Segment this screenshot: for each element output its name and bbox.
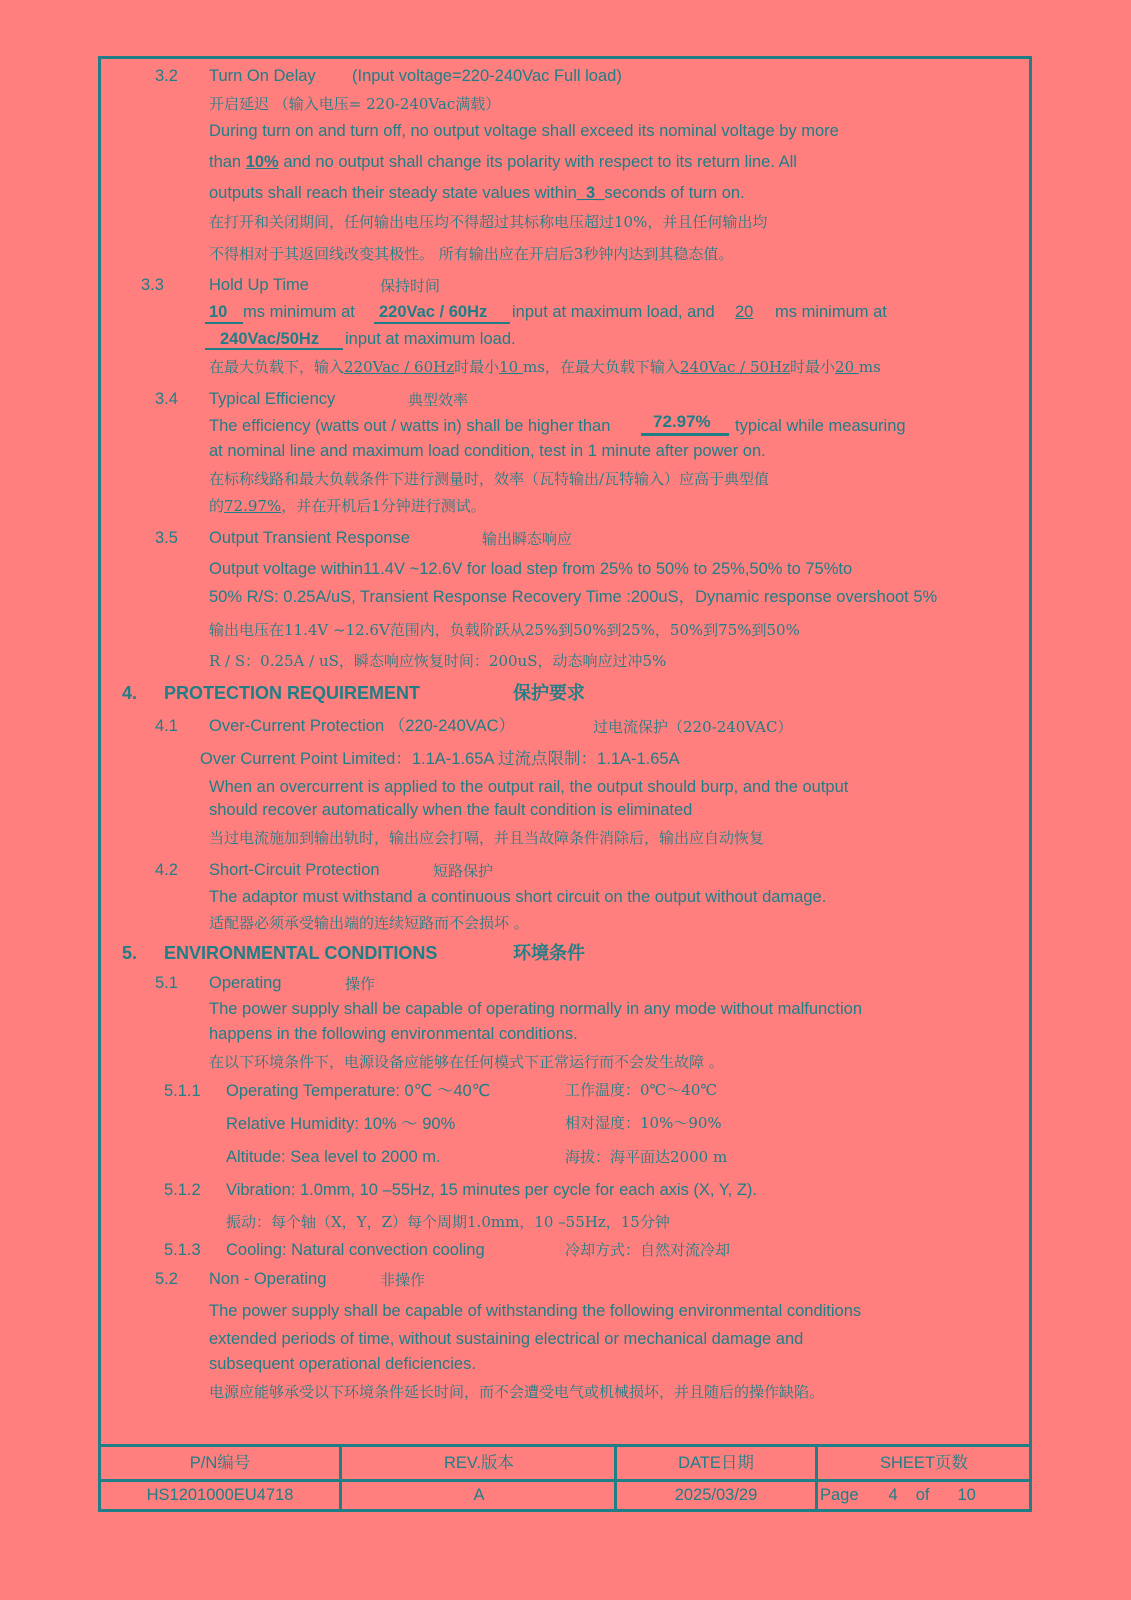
section-title-cn: 开启延迟 （输入电压= 220-240Vac满载） [209, 95, 501, 113]
section-number: 5.1.1 [164, 1082, 201, 1100]
spec-line: Altitude: Sea level to 2000 m. [226, 1148, 441, 1166]
paragraph-cn: 在标称线路和最大负载条件下进行测量时，效率（瓦特输出/瓦特输入）应高于典型值 [209, 470, 770, 488]
paragraph-line: should recover automatically when the fault condition is eliminated [209, 801, 693, 819]
spec-line-cn: 振动：每个轴（X，Y，Z）每个周期1.0mm，10 –55Hz，15分钟 [226, 1213, 670, 1231]
spec-line: Vibration: 1.0mm, 10 –55Hz, 15 minutes per cycle for each axis (X, Y, Z). [226, 1181, 757, 1199]
sheet-label: SHEET页数 [879, 1454, 968, 1472]
paragraph-line: During turn on and turn off, no output voltage shall exceed its nominal voltage by more [209, 122, 839, 140]
paragraph-cn: 在以下环境条件下，电源设备应能够在任何模式下正常运行而不会发生故障 。 [209, 1053, 724, 1071]
paragraph-text: The efficiency (watts out / watts in) shall be higher than [209, 417, 611, 435]
section-title-cn: 非操作 [380, 1271, 426, 1289]
chapter-title-cn: 保护要求 [513, 683, 585, 704]
value-highlight: 10% [245, 153, 279, 171]
section-title: Operating [209, 974, 282, 992]
spec-line-cn: 工作温度：0℃～40℃ [565, 1081, 718, 1099]
paragraph-text: ms minimum at [775, 303, 887, 321]
paragraph-text: input at maximum load, and [512, 303, 715, 321]
table-divider [815, 1444, 818, 1512]
section-number: 3.2 [155, 67, 178, 85]
paragraph-line: subsequent operational deficiencies. [209, 1355, 476, 1373]
spec-line: Operating Temperature: 0℃ ～40℃ [226, 1082, 491, 1100]
section-condition: (Input voltage=220-240Vac Full load) [352, 67, 622, 85]
section-title: Turn On Delay [209, 67, 316, 85]
spec-line-cn: 相对湿度：10%～90% [565, 1114, 722, 1132]
section-number: 5.1.2 [164, 1181, 201, 1199]
chapter-title: ENVIRONMENTAL CONDITIONS [164, 943, 438, 963]
paragraph-line: The power supply shall be capable of operating normally in any mode without malfunction [209, 1000, 863, 1018]
section-title: Over-Current Protection （220-240VAC） [209, 717, 515, 735]
date-value: 2025/03/29 [674, 1486, 758, 1504]
value-underline [641, 433, 729, 436]
paragraph-cn: 的72.97%，并在开机后1分钟进行测试。 [209, 497, 486, 515]
value-highlight: 240Vac/50Hz [220, 330, 320, 348]
section-title: Short-Circuit Protection [209, 861, 380, 879]
rev-value: A [473, 1486, 485, 1504]
paragraph-line: outputs shall reach their steady state values within_3_seconds of turn on. [209, 184, 745, 202]
spec-line: Relative Humidity: 10% ～ 90% [226, 1115, 456, 1133]
paragraph-cn: 输出电压在11.4V ~12.6V范围内，负载阶跃从25%到50%到25%，50%到75%到50% [209, 621, 800, 639]
section-number: 3.5 [155, 529, 178, 547]
paragraph-line: extended periods of time, without sustaining electrical or mechanical damage and [209, 1330, 804, 1348]
spec-line: Cooling: Natural convection cooling [226, 1241, 485, 1259]
paragraph-cn: R / S：0.25A / uS，瞬态响应恢复时间：200uS，动态响应过冲5% [209, 652, 667, 670]
paragraph-text: ms minimum at [243, 303, 355, 321]
paragraph-line: Over Current Point Limited：1.1A-1.65A 过流点限制：1.1A-1.65A [200, 750, 680, 768]
value-underline [205, 322, 243, 324]
of-word: of [915, 1486, 930, 1504]
value-highlight: 220Vac / 60Hz [379, 303, 488, 321]
page-word: Page [820, 1486, 859, 1504]
section-title-cn: 典型效率 [408, 391, 469, 409]
section-title: Non - Operating [209, 1270, 327, 1288]
paragraph-cn: 不得相对于其返回线改变其极性。 所有输出应在开启后3秒钟内达到其稳态值。 [209, 245, 734, 263]
page-total: 10 [957, 1486, 976, 1504]
value-underline [205, 348, 343, 350]
section-title: Hold Up Time [209, 276, 309, 294]
chapter-title: PROTECTION REQUIREMENT [164, 683, 421, 703]
title-block [98, 1444, 1032, 1512]
paragraph-line: at nominal line and maximum load condition, test in 1 minute after power on. [209, 442, 766, 460]
value-underline [374, 322, 510, 324]
value-highlight: 72.97% [653, 412, 711, 431]
section-title-cn: 输出瞬态响应 [482, 530, 573, 548]
section-number: 3.3 [141, 276, 164, 294]
paragraph-cn: 电源应能够承受以下环境条件延长时间，而不会遭受电气或机械损坏，并且随后的操作缺陷。 [209, 1383, 825, 1401]
sheet-value [820, 1479, 1030, 1511]
page-number: 4 [888, 1486, 898, 1504]
paragraph-line: The adaptor must withstand a continuous short circuit on the output without damage. [209, 888, 827, 906]
chapter-number: 5. [122, 943, 138, 963]
section-number: 5.1.3 [164, 1241, 201, 1259]
paragraph-text: input at maximum load. [345, 330, 516, 348]
paragraph-cn: 当过电流施加到输出轨时，输出应会打嗝，并且当故障条件消除后，输出应自动恢复 [209, 829, 765, 847]
date-label: DATE日期 [678, 1454, 754, 1472]
section-number: 5.2 [155, 1270, 178, 1288]
paragraph-line: The power supply shall be capable of withstanding the following environmental conditions [209, 1302, 862, 1320]
section-number: 4.1 [155, 717, 178, 735]
table-divider [339, 1444, 342, 1512]
paragraph-cn: 在最大负载下，输入220Vac / 60Hz时最小10 ms，在最大负载下输入240Vac / 50Hz时最小20 ms [209, 358, 881, 376]
section-number: 3.4 [155, 390, 178, 408]
title-block-header-row [98, 1447, 1032, 1482]
paragraph-line: happens in the following environmental conditions. [209, 1025, 578, 1043]
title-block-value-row [98, 1479, 1032, 1511]
paragraph-line: 50% R/S: 0.25A/uS, Transient Response Recovery Time :200uS，Dynamic response overshoot 5% [209, 588, 938, 606]
spec-line-cn: 海拔：海平面达2000 m [565, 1148, 728, 1166]
paragraph-line: When an overcurrent is applied to the output rail, the output should burp, and the output [209, 778, 849, 796]
chapter-number: 4. [122, 683, 138, 703]
paragraph-line: than 10% and no output shall change its polarity with respect to its return line. All [209, 153, 797, 171]
paragraph-line: Output voltage within11.4V ~12.6V for load step from 25% to 50% to 25%,50% to 75%to [209, 560, 853, 578]
pn-value: HS1201000EU4718 [146, 1486, 294, 1504]
section-number: 4.2 [155, 861, 178, 879]
section-title-cn: 保持时间 [380, 277, 441, 295]
value-highlight: 20 [735, 303, 754, 321]
section-title-cn: 短路保护 [433, 862, 494, 880]
value-highlight: _3_ [576, 184, 605, 202]
paragraph-text: typical while measuring [735, 417, 906, 435]
value-highlight: 10 [209, 303, 228, 321]
rev-label: REV.版本 [444, 1454, 514, 1472]
section-number: 5.1 [155, 974, 178, 992]
table-divider [614, 1444, 617, 1512]
chapter-title-cn: 环境条件 [513, 943, 585, 964]
section-title-cn: 过电流保护（220-240VAC） [593, 718, 793, 736]
section-title-cn: 操作 [345, 975, 376, 993]
paragraph-cn: 适配器必须承受输出端的连续短路而不会损坏 。 [209, 914, 529, 932]
section-title: Typical Efficiency [209, 390, 336, 408]
pn-label: P/N编号 [189, 1454, 251, 1472]
spec-line-cn: 冷却方式：自然对流冷却 [565, 1241, 731, 1259]
paragraph-cn: 在打开和关闭期间，任何输出电压均不得超过其标称电压超过10%，并且任何输出均 [209, 213, 768, 231]
section-title: Output Transient Response [209, 529, 410, 547]
